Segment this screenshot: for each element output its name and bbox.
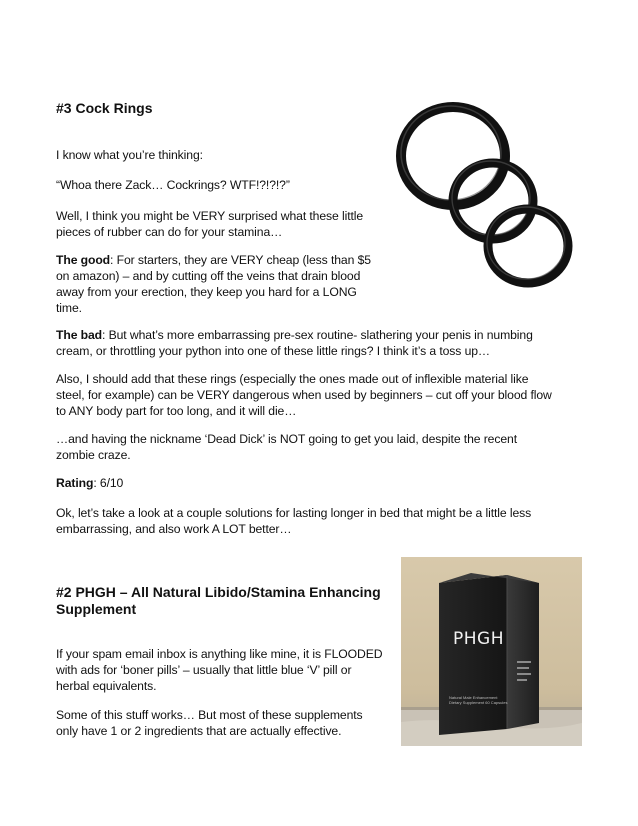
intro-text: I know what you’re thinking: — [56, 148, 203, 162]
quote-text: “Whoa there Zack… Cockrings? WTF!?!?!?” — [56, 178, 290, 192]
nick-line-1: …and having the nickname ‘Dead Dick’ is NOT going to get you laid, despite the recent — [56, 432, 517, 446]
rating-label: Rating — [56, 476, 94, 490]
supplements-line-2: only have 1 or 2 ingredients that are actually effective. — [56, 724, 342, 738]
also-line-1: Also, I should add that these rings (especially the ones made out of inflexible material like — [56, 372, 529, 386]
supplements-line-1: Some of this stuff works… But most of these supplements — [56, 708, 363, 722]
good-line-2: on amazon) – and by cutting off the veins that drain blood — [56, 269, 361, 283]
nick-line-2: zombie craze. — [56, 448, 131, 462]
bad-text: : But what’s more embarrassing pre-sex routine- slathering your penis in numbing — [102, 328, 533, 342]
phgh-product-image — [401, 557, 582, 746]
rating-line — [56, 475, 123, 491]
good-line-1 — [56, 252, 371, 268]
phgh-brand-label: PHGH — [453, 629, 504, 649]
phgh-small-text: Natural Male Enhancement — [449, 695, 498, 700]
surprise-line-2: pieces of rubber can do for your stamina… — [56, 225, 283, 239]
section-heading-cock-rings: #3 Cock Rings — [56, 100, 153, 116]
bad-line-2: cream, or throttling your python into one of these little rings? I think it’s a toss up… — [56, 344, 491, 358]
surprise-line-1: Well, I think you might be VERY surprised what these little — [56, 209, 364, 223]
spam-line-1: If your spam email inbox is anything like mine, it is FLOODED — [56, 647, 383, 661]
ok-line-2: embarrassing, and also work A LOT better… — [56, 522, 292, 536]
also-line-3: to ANY body part for too long, and it will die… — [56, 404, 297, 418]
section-heading-phgh-line-2: Supplement — [56, 601, 137, 617]
bad-label: The bad — [56, 328, 103, 342]
good-line-4: time. — [56, 301, 82, 315]
spam-line-2: with ads for ‘boner pills’ – usually that little blue ‘V’ pill or — [56, 663, 352, 677]
good-line-3: away from your erection, they keep you hard for a LONG — [56, 285, 357, 299]
ok-line-1: Ok, let’s take a look at a couple solutions for lasting longer in bed that might be a little less — [56, 506, 532, 520]
rings-illustration — [390, 98, 580, 288]
rings-image — [390, 98, 580, 288]
phgh-small-text-2: Dietary Supplement 60 Capsules — [449, 700, 508, 705]
also-line-2: steel, for example) can be VERY dangerous when used by beginners – cut off your blood flow — [56, 388, 552, 402]
good-text: : For starters, they are VERY cheap (less than $5 — [110, 253, 371, 267]
section-heading-phgh-line-1: #2 PHGH – All Natural Libido/Stamina Enhancing — [56, 584, 381, 600]
spam-line-3: herbal equivalents. — [56, 679, 157, 693]
bad-line-1 — [56, 327, 533, 343]
good-label: The good — [56, 253, 111, 267]
phgh-product-illustration — [401, 557, 582, 746]
rating-value: : 6/10 — [93, 476, 124, 490]
